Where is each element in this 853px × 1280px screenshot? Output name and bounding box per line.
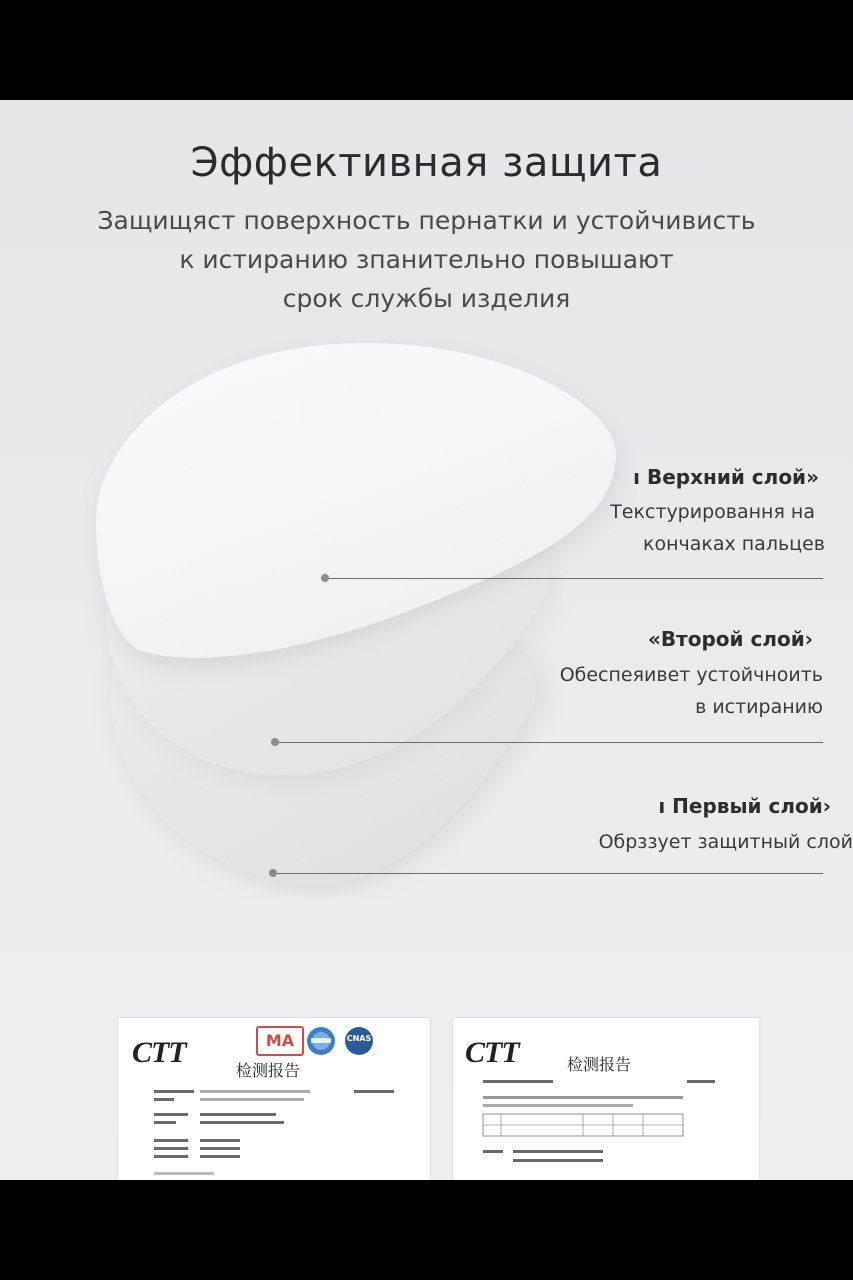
ctt-logo: CTT — [465, 1036, 519, 1069]
top-layer-dot — [321, 574, 329, 582]
first-layer-connector — [277, 873, 823, 874]
top-layer-desc-1: Текстурировання на — [610, 501, 815, 523]
first-layer-desc-1: Обрззует защитный слой — [598, 831, 853, 853]
page-title: Эффективная защита — [190, 140, 663, 186]
cnas-badge: CNAS — [346, 1034, 372, 1043]
second-layer-connector — [279, 742, 823, 743]
top-layer-title: ı Верхний слой» — [633, 465, 819, 489]
report-title: 检测报告 — [236, 1061, 301, 1080]
first-layer-title: ı Первый слой› — [658, 794, 831, 818]
fingertip-layers-illustration — [80, 340, 640, 900]
second-layer-desc-1: Обеспеяивет устойчноить — [559, 664, 823, 686]
product-panel — [0, 100, 853, 1180]
test-report-certificate-1 — [118, 1018, 430, 1180]
first-layer-dot — [269, 869, 277, 877]
test-report-certificate-2 — [453, 1018, 759, 1180]
ctt-logo: CTT — [132, 1036, 186, 1069]
report-text-block — [453, 1018, 759, 1180]
subtitle-line-3: срок службы изделия — [282, 284, 571, 313]
subtitle-line-2: к истиранию зпанительно повышают — [179, 245, 674, 274]
ma-badge: MA — [256, 1026, 304, 1056]
top-layer-connector — [329, 578, 823, 579]
second-layer-desc-2: в истиранию — [695, 696, 823, 718]
second-layer-dot — [271, 738, 279, 746]
report-title: 检测报告 — [567, 1055, 632, 1074]
second-layer-title: «Второй слой› — [647, 627, 813, 651]
top-layer-desc-2: кончаках пальцев — [642, 533, 825, 555]
subtitle-line-1: Защищяст поверхность пернатки и устойчивисть — [97, 206, 756, 235]
report-text-block — [118, 1018, 430, 1180]
